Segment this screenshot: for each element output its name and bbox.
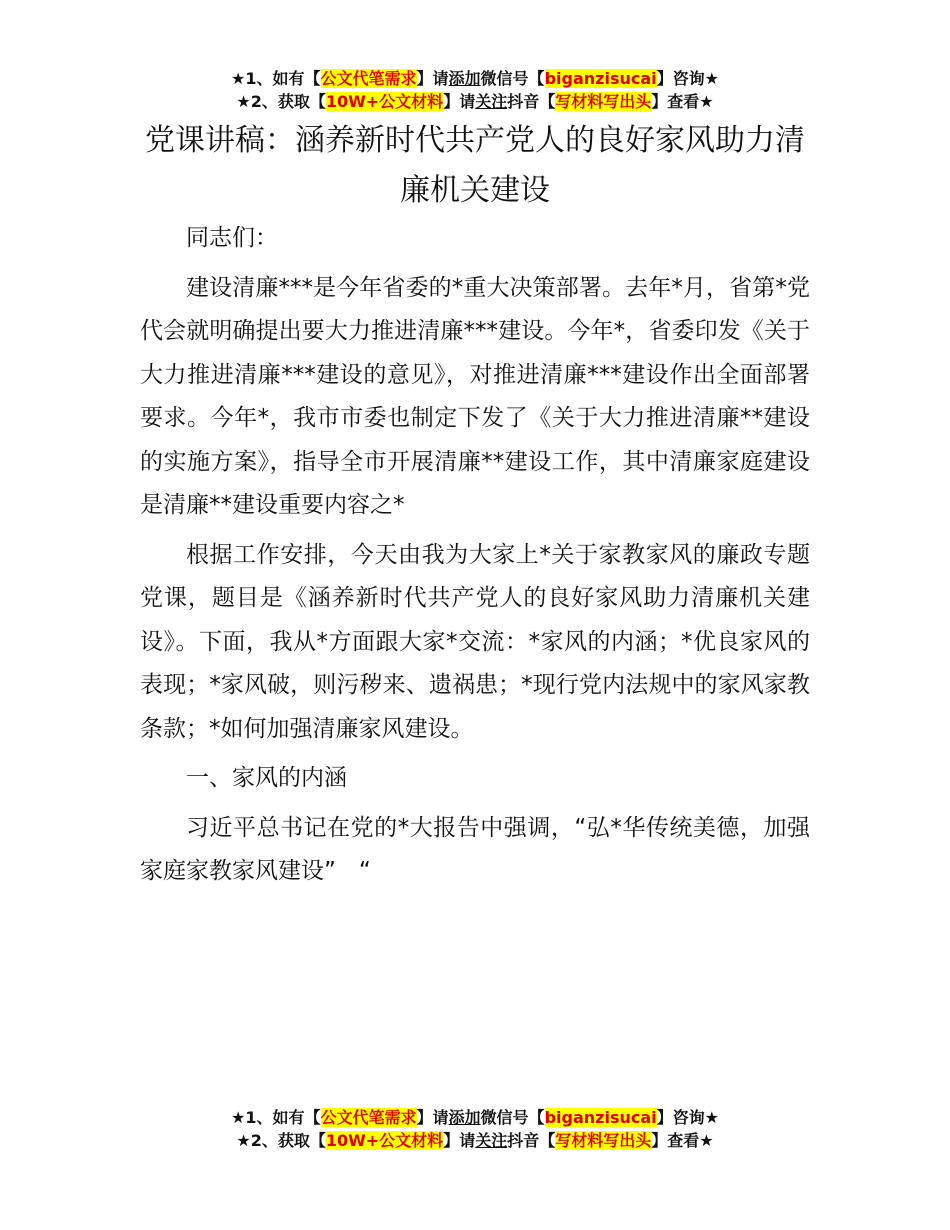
promo-highlight: 公文代笔需求	[320, 1108, 417, 1127]
promo-text: 】请	[443, 92, 476, 111]
document-body	[140, 217, 810, 894]
promo-text: 微信号【	[480, 69, 545, 88]
promo-underlined: 添加	[448, 69, 481, 88]
promo-highlight: 公文代笔需求	[320, 69, 417, 88]
promo-text: 】查看★	[651, 1131, 714, 1150]
promo-highlight: biganzisucai	[544, 69, 657, 88]
promo-highlight: 写材料写出头	[555, 1131, 652, 1150]
promo-highlight: biganzisucai	[544, 1108, 657, 1127]
promo-text: 】咨询★	[656, 69, 719, 88]
promo-underlined: 关注	[475, 92, 508, 111]
promo-text: 】咨询★	[656, 1108, 719, 1127]
promo-banner-bottom	[0, 1106, 950, 1152]
promo-text: 】请	[416, 69, 449, 88]
promo-text: 抖音【	[507, 1131, 556, 1150]
promo-underlined: 关注	[475, 1131, 508, 1150]
document-title: 党课讲稿：涵养新时代共产党人的良好家风助力清廉机关建设	[145, 123, 805, 208]
promo-line-2	[0, 90, 950, 113]
promo-text: ★1、如有【	[231, 1108, 321, 1127]
promo-banner-top	[0, 67, 950, 113]
promo-line-2	[0, 1129, 950, 1152]
promo-highlight: 写材料写出头	[555, 92, 652, 111]
promo-highlight: 10W+公文材料	[325, 1131, 444, 1150]
promo-line-1	[0, 1106, 950, 1129]
paragraph: 建设清廉***是今年省委的*重大决策部署。去年*月，省第*党代会就明确提出要大力推进清廉***建设。今年*，省委印发《关于大力推进清廉***建设的意见》，对推进清廉***建设作出全面部署要求。今年*，我市市委也制定下发了《关于大力推进清廉**建设的实施方案》，指导全市开展清廉**建设工作，其中清廉家庭建设是清廉**建设重要内容之*	[140, 274, 810, 518]
section-heading: 一、家风的内涵	[186, 765, 347, 791]
promo-text: 】查看★	[651, 92, 714, 111]
promo-text: 】请	[416, 1108, 449, 1127]
paragraph: 习近平总书记在党的*大报告中强调，“弘*华传统美德，加强家庭家教家风建设” “	[140, 814, 810, 884]
paragraph-salutation: 同志们：	[186, 225, 278, 251]
promo-text: ★2、获取【	[236, 1131, 326, 1150]
promo-underlined: 添加	[448, 1108, 481, 1127]
promo-highlight: 10W+公文材料	[325, 92, 444, 111]
promo-text: 微信号【	[480, 1108, 545, 1127]
promo-text: 】请	[443, 1131, 476, 1150]
promo-text: ★2、获取【	[236, 92, 326, 111]
promo-text: 抖音【	[507, 92, 556, 111]
promo-line-1	[0, 67, 950, 90]
paragraph: 根据工作安排，今天由我为大家上*关于家教家风的廉政专题党课，题目是《涵养新时代共产党人的良好家风助力清廉机关建设》。下面，我从*方面跟大家*交流：*家风的内涵；*优良家风的表现；*家风破，则污秽来、遗祸患；*现行党内法规中的家风家教条款；*如何加强清廉家风建设。	[140, 541, 810, 742]
promo-text: ★1、如有【	[231, 69, 321, 88]
